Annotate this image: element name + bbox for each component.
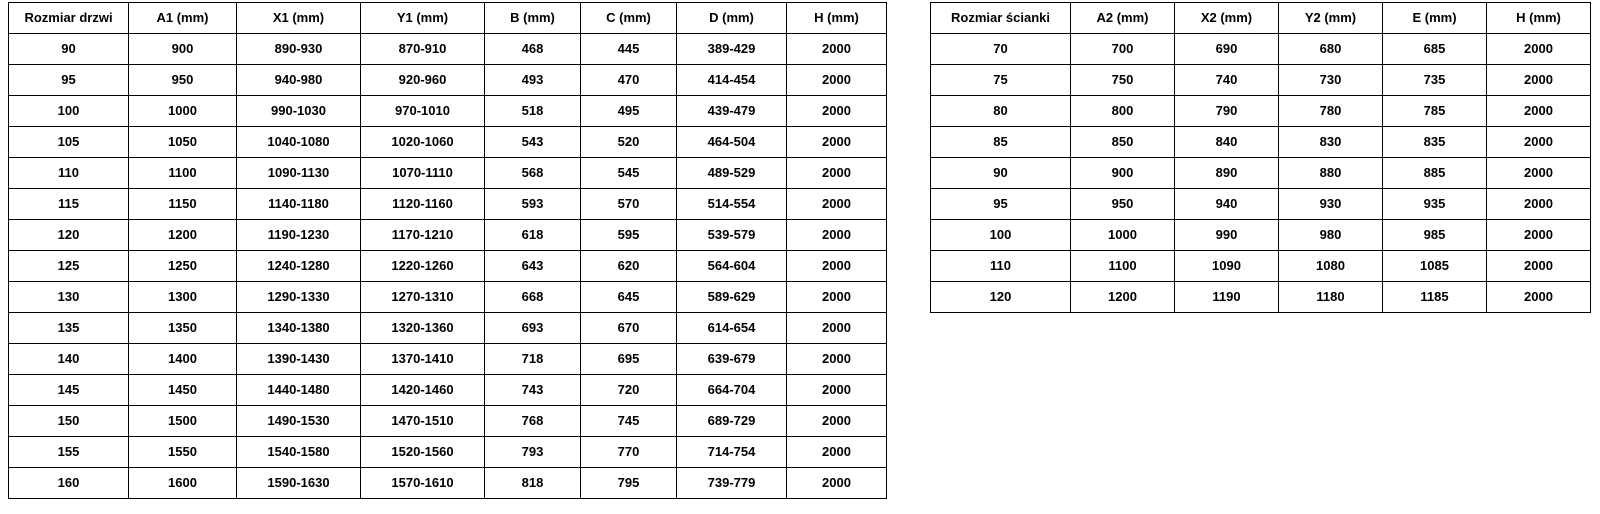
table-cell: 618 bbox=[485, 220, 581, 251]
table-cell: 2000 bbox=[787, 158, 887, 189]
table-row bbox=[9, 189, 887, 220]
table-row bbox=[9, 282, 887, 313]
table-cell: 685 bbox=[1383, 34, 1487, 65]
table-cell: 2000 bbox=[787, 344, 887, 375]
table-cell: 445 bbox=[581, 34, 677, 65]
table-cell: 90 bbox=[931, 158, 1071, 189]
table-cell: 2000 bbox=[787, 406, 887, 437]
table-cell: 695 bbox=[581, 344, 677, 375]
table-cell: 1320-1360 bbox=[361, 313, 485, 344]
walls-dimensions-table bbox=[930, 2, 1591, 313]
column-header: C (mm) bbox=[581, 3, 677, 34]
table-cell: 785 bbox=[1383, 96, 1487, 127]
table-cell: 990 bbox=[1175, 220, 1279, 251]
table-row bbox=[931, 189, 1591, 220]
column-header: Rozmiar ścianki bbox=[931, 3, 1071, 34]
doors-dimensions-table bbox=[8, 2, 887, 499]
table-cell: 1000 bbox=[1071, 220, 1175, 251]
table-cell: 2000 bbox=[787, 34, 887, 65]
table-cell: 145 bbox=[9, 375, 129, 406]
table-cell: 2000 bbox=[1487, 220, 1591, 251]
table-row bbox=[9, 437, 887, 468]
table-cell: 1100 bbox=[129, 158, 237, 189]
table-row bbox=[9, 127, 887, 158]
table-cell: 514-554 bbox=[677, 189, 787, 220]
table-cell: 2000 bbox=[1487, 282, 1591, 313]
table-cell: 1220-1260 bbox=[361, 251, 485, 282]
table-cell: 1000 bbox=[129, 96, 237, 127]
table-cell: 2000 bbox=[1487, 65, 1591, 96]
table-cell: 105 bbox=[9, 127, 129, 158]
table-cell: 1090 bbox=[1175, 251, 1279, 282]
table-cell: 518 bbox=[485, 96, 581, 127]
table-cell: 735 bbox=[1383, 65, 1487, 96]
table-row bbox=[9, 220, 887, 251]
table-cell: 1570-1610 bbox=[361, 468, 485, 499]
table-row bbox=[931, 220, 1591, 251]
table-cell: 135 bbox=[9, 313, 129, 344]
table-cell: 730 bbox=[1279, 65, 1383, 96]
column-header: E (mm) bbox=[1383, 3, 1487, 34]
table-cell: 489-529 bbox=[677, 158, 787, 189]
table-cell: 120 bbox=[931, 282, 1071, 313]
walls-table-header bbox=[931, 3, 1591, 34]
table-cell: 718 bbox=[485, 344, 581, 375]
table-cell: 720 bbox=[581, 375, 677, 406]
table-cell: 1185 bbox=[1383, 282, 1487, 313]
table-cell: 1400 bbox=[129, 344, 237, 375]
walls-table-body bbox=[931, 34, 1591, 313]
table-row bbox=[9, 65, 887, 96]
table-cell: 2000 bbox=[787, 375, 887, 406]
table-row bbox=[931, 127, 1591, 158]
table-cell: 1290-1330 bbox=[237, 282, 361, 313]
table-row bbox=[931, 34, 1591, 65]
table-cell: 1390-1430 bbox=[237, 344, 361, 375]
table-cell: 1240-1280 bbox=[237, 251, 361, 282]
table-cell: 639-679 bbox=[677, 344, 787, 375]
table-cell: 990-1030 bbox=[237, 96, 361, 127]
table-cell: 940 bbox=[1175, 189, 1279, 220]
table-cell: 1450 bbox=[129, 375, 237, 406]
table-cell: 110 bbox=[931, 251, 1071, 282]
table-cell: 140 bbox=[9, 344, 129, 375]
table-cell: 664-704 bbox=[677, 375, 787, 406]
table-cell: 95 bbox=[931, 189, 1071, 220]
table-cell: 1200 bbox=[129, 220, 237, 251]
doors-table-header bbox=[9, 3, 887, 34]
column-header: B (mm) bbox=[485, 3, 581, 34]
table-cell: 768 bbox=[485, 406, 581, 437]
table-header-row bbox=[9, 3, 887, 34]
table-cell: 1090-1130 bbox=[237, 158, 361, 189]
table-cell: 614-654 bbox=[677, 313, 787, 344]
table-cell: 835 bbox=[1383, 127, 1487, 158]
table-cell: 2000 bbox=[787, 127, 887, 158]
table-cell: 795 bbox=[581, 468, 677, 499]
table-cell: 150 bbox=[9, 406, 129, 437]
table-cell: 1150 bbox=[129, 189, 237, 220]
table-cell: 593 bbox=[485, 189, 581, 220]
table-cell: 543 bbox=[485, 127, 581, 158]
table-cell: 570 bbox=[581, 189, 677, 220]
table-row bbox=[9, 158, 887, 189]
table-cell: 950 bbox=[1071, 189, 1175, 220]
table-cell: 2000 bbox=[787, 189, 887, 220]
column-header: Rozmiar drzwi bbox=[9, 3, 129, 34]
table-cell: 1050 bbox=[129, 127, 237, 158]
table-cell: 745 bbox=[581, 406, 677, 437]
table-cell: 2000 bbox=[787, 251, 887, 282]
table-cell: 1190-1230 bbox=[237, 220, 361, 251]
table-row bbox=[9, 406, 887, 437]
table-row bbox=[9, 375, 887, 406]
table-cell: 1085 bbox=[1383, 251, 1487, 282]
table-cell: 155 bbox=[9, 437, 129, 468]
table-cell: 1040-1080 bbox=[237, 127, 361, 158]
table-cell: 1200 bbox=[1071, 282, 1175, 313]
table-cell: 670 bbox=[581, 313, 677, 344]
walls-table-container bbox=[930, 2, 1591, 313]
table-row bbox=[9, 344, 887, 375]
table-cell: 2000 bbox=[787, 220, 887, 251]
table-cell: 520 bbox=[581, 127, 677, 158]
table-cell: 970-1010 bbox=[361, 96, 485, 127]
table-cell: 1490-1530 bbox=[237, 406, 361, 437]
column-header: X1 (mm) bbox=[237, 3, 361, 34]
column-header: H (mm) bbox=[1487, 3, 1591, 34]
table-cell: 2000 bbox=[787, 65, 887, 96]
table-cell: 2000 bbox=[1487, 158, 1591, 189]
table-cell: 714-754 bbox=[677, 437, 787, 468]
table-cell: 2000 bbox=[787, 468, 887, 499]
table-cell: 439-479 bbox=[677, 96, 787, 127]
doors-table-body bbox=[9, 34, 887, 499]
table-cell: 468 bbox=[485, 34, 581, 65]
table-cell: 130 bbox=[9, 282, 129, 313]
table-cell: 770 bbox=[581, 437, 677, 468]
table-cell: 2000 bbox=[787, 282, 887, 313]
table-cell: 464-504 bbox=[677, 127, 787, 158]
table-cell: 1420-1460 bbox=[361, 375, 485, 406]
table-cell: 700 bbox=[1071, 34, 1175, 65]
table-cell: 793 bbox=[485, 437, 581, 468]
table-cell: 2000 bbox=[1487, 189, 1591, 220]
table-cell: 389-429 bbox=[677, 34, 787, 65]
table-cell: 890-930 bbox=[237, 34, 361, 65]
table-cell: 125 bbox=[9, 251, 129, 282]
table-cell: 95 bbox=[9, 65, 129, 96]
table-cell: 750 bbox=[1071, 65, 1175, 96]
table-cell: 818 bbox=[485, 468, 581, 499]
table-cell: 470 bbox=[581, 65, 677, 96]
table-cell: 1540-1580 bbox=[237, 437, 361, 468]
table-cell: 689-729 bbox=[677, 406, 787, 437]
table-cell: 589-629 bbox=[677, 282, 787, 313]
table-cell: 100 bbox=[9, 96, 129, 127]
table-row bbox=[9, 34, 887, 65]
column-header: D (mm) bbox=[677, 3, 787, 34]
table-cell: 620 bbox=[581, 251, 677, 282]
table-cell: 2000 bbox=[787, 96, 887, 127]
table-cell: 890 bbox=[1175, 158, 1279, 189]
table-cell: 693 bbox=[485, 313, 581, 344]
table-cell: 850 bbox=[1071, 127, 1175, 158]
table-cell: 940-980 bbox=[237, 65, 361, 96]
table-cell: 790 bbox=[1175, 96, 1279, 127]
table-cell: 80 bbox=[931, 96, 1071, 127]
table-cell: 1100 bbox=[1071, 251, 1175, 282]
table-cell: 564-604 bbox=[677, 251, 787, 282]
table-cell: 85 bbox=[931, 127, 1071, 158]
table-cell: 885 bbox=[1383, 158, 1487, 189]
table-cell: 1250 bbox=[129, 251, 237, 282]
table-cell: 780 bbox=[1279, 96, 1383, 127]
table-cell: 2000 bbox=[1487, 96, 1591, 127]
table-cell: 2000 bbox=[1487, 127, 1591, 158]
table-cell: 830 bbox=[1279, 127, 1383, 158]
table-cell: 800 bbox=[1071, 96, 1175, 127]
table-cell: 539-579 bbox=[677, 220, 787, 251]
table-cell: 1520-1560 bbox=[361, 437, 485, 468]
table-cell: 115 bbox=[9, 189, 129, 220]
table-cell: 1600 bbox=[129, 468, 237, 499]
table-cell: 980 bbox=[1279, 220, 1383, 251]
table-cell: 2000 bbox=[1487, 251, 1591, 282]
table-cell: 935 bbox=[1383, 189, 1487, 220]
table-cell: 1590-1630 bbox=[237, 468, 361, 499]
table-cell: 2000 bbox=[787, 437, 887, 468]
table-cell: 493 bbox=[485, 65, 581, 96]
table-cell: 930 bbox=[1279, 189, 1383, 220]
table-cell: 743 bbox=[485, 375, 581, 406]
table-cell: 2000 bbox=[1487, 34, 1591, 65]
table-cell: 414-454 bbox=[677, 65, 787, 96]
table-cell: 1020-1060 bbox=[361, 127, 485, 158]
table-cell: 1120-1160 bbox=[361, 189, 485, 220]
table-cell: 1180 bbox=[1279, 282, 1383, 313]
table-cell: 1500 bbox=[129, 406, 237, 437]
column-header: A1 (mm) bbox=[129, 3, 237, 34]
table-row bbox=[931, 65, 1591, 96]
table-cell: 545 bbox=[581, 158, 677, 189]
table-cell: 668 bbox=[485, 282, 581, 313]
table-cell: 1070-1110 bbox=[361, 158, 485, 189]
table-cell: 1470-1510 bbox=[361, 406, 485, 437]
table-cell: 1350 bbox=[129, 313, 237, 344]
table-cell: 495 bbox=[581, 96, 677, 127]
table-cell: 920-960 bbox=[361, 65, 485, 96]
table-cell: 740 bbox=[1175, 65, 1279, 96]
column-header: Y2 (mm) bbox=[1279, 3, 1383, 34]
column-header: X2 (mm) bbox=[1175, 3, 1279, 34]
table-cell: 100 bbox=[931, 220, 1071, 251]
table-cell: 120 bbox=[9, 220, 129, 251]
table-row bbox=[9, 468, 887, 499]
table-cell: 1080 bbox=[1279, 251, 1383, 282]
table-cell: 2000 bbox=[787, 313, 887, 344]
table-cell: 739-779 bbox=[677, 468, 787, 499]
doors-table-container bbox=[8, 2, 887, 499]
table-cell: 950 bbox=[129, 65, 237, 96]
table-cell: 1140-1180 bbox=[237, 189, 361, 220]
column-header: H (mm) bbox=[787, 3, 887, 34]
table-cell: 645 bbox=[581, 282, 677, 313]
table-cell: 1170-1210 bbox=[361, 220, 485, 251]
table-cell: 1270-1310 bbox=[361, 282, 485, 313]
table-cell: 568 bbox=[485, 158, 581, 189]
table-row bbox=[931, 158, 1591, 189]
table-row bbox=[931, 96, 1591, 127]
table-row bbox=[931, 282, 1591, 313]
table-cell: 1190 bbox=[1175, 282, 1279, 313]
table-cell: 840 bbox=[1175, 127, 1279, 158]
table-cell: 110 bbox=[9, 158, 129, 189]
table-cell: 75 bbox=[931, 65, 1071, 96]
column-header: A2 (mm) bbox=[1071, 3, 1175, 34]
table-row bbox=[931, 251, 1591, 282]
table-cell: 680 bbox=[1279, 34, 1383, 65]
table-cell: 1300 bbox=[129, 282, 237, 313]
table-cell: 690 bbox=[1175, 34, 1279, 65]
table-header-row bbox=[931, 3, 1591, 34]
table-cell: 1340-1380 bbox=[237, 313, 361, 344]
table-row bbox=[9, 96, 887, 127]
table-cell: 880 bbox=[1279, 158, 1383, 189]
table-row bbox=[9, 251, 887, 282]
table-cell: 900 bbox=[129, 34, 237, 65]
table-cell: 595 bbox=[581, 220, 677, 251]
table-cell: 90 bbox=[9, 34, 129, 65]
table-cell: 1370-1410 bbox=[361, 344, 485, 375]
table-cell: 643 bbox=[485, 251, 581, 282]
table-cell: 900 bbox=[1071, 158, 1175, 189]
table-cell: 1440-1480 bbox=[237, 375, 361, 406]
table-row bbox=[9, 313, 887, 344]
table-cell: 70 bbox=[931, 34, 1071, 65]
column-header: Y1 (mm) bbox=[361, 3, 485, 34]
table-cell: 985 bbox=[1383, 220, 1487, 251]
table-cell: 870-910 bbox=[361, 34, 485, 65]
table-cell: 1550 bbox=[129, 437, 237, 468]
table-cell: 160 bbox=[9, 468, 129, 499]
